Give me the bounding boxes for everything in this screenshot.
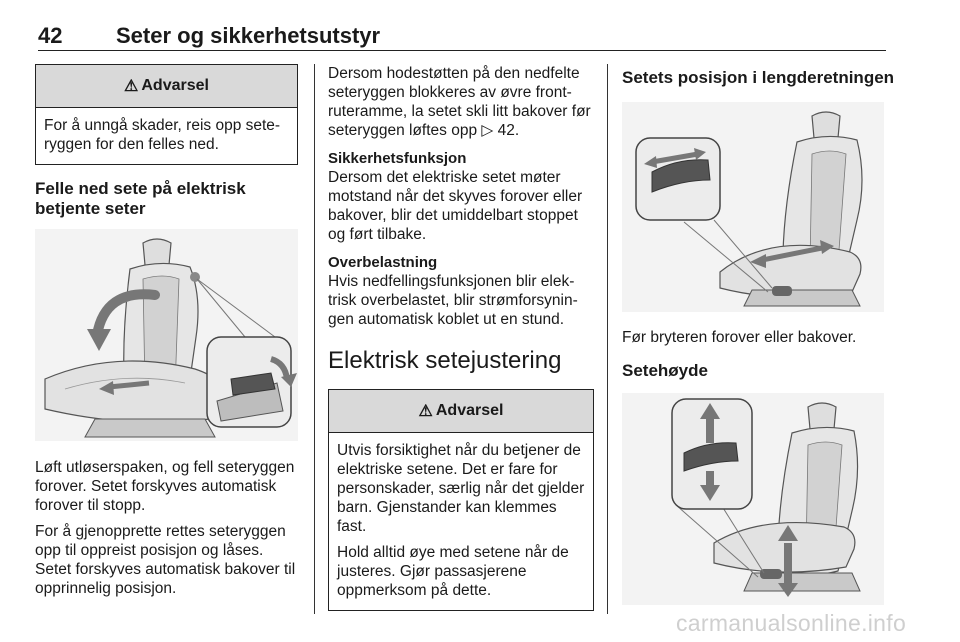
paragraph: For å gjenopprette rettes seteryggen opp til oppreist posisjon og låses. Setet forskyves automatisk bakover til opprinnelig posisjon.	[35, 523, 296, 597]
column-right	[622, 64, 895, 605]
paragraph: Løft utløserspaken, og fell seteryggen forover. Setet forskyves automatisk forover til stopp.	[35, 459, 295, 514]
page-ref-arrow-icon: ▷	[481, 122, 494, 139]
watermark: carmanualsonline.info	[676, 610, 907, 636]
warning-header	[329, 390, 593, 433]
warning-icon: ⚠	[418, 403, 433, 420]
warning-box	[328, 389, 594, 611]
heading-line: Felle ned sete på elektrisk	[35, 179, 246, 198]
heading-line: betjente seter	[35, 199, 146, 218]
column-left	[35, 64, 298, 598]
page-number: 42	[38, 23, 63, 48]
warning-body	[36, 108, 297, 164]
paragraph	[328, 64, 594, 140]
column-divider	[314, 64, 315, 614]
seat-fold-illustration	[35, 229, 298, 441]
warning-body	[329, 433, 593, 610]
warning-text: Utvis forsiktighet når du betjener de elektriske setene. Det er fare for personskader, særlig når det gjelder barn. Gjenstander kan klemmes fast.	[337, 442, 585, 535]
paragraph: Dersom det elektriske setet møter motstand når det skyves forover eller bakover, blir det umiddelbart stoppet og ført tilbake.	[328, 169, 583, 243]
subheading: Sikkerhetsfunksjon	[328, 150, 467, 167]
warning-icon: ⚠	[124, 78, 139, 95]
paragraph-text: Dersom hodestøtten på den nedfelte seteryggen blokkeres av øvre front-ruteramme, la setet skli litt bakover før seteryggen løftes opp	[328, 65, 591, 139]
column-middle	[328, 64, 594, 611]
seat-longitudinal-illustration	[622, 102, 884, 312]
warning-title: Advarsel	[435, 402, 504, 419]
warning-title: Advarsel	[141, 77, 209, 94]
warning-text: For å unngå skader, reis opp sete-ryggen for den felles ned.	[44, 117, 281, 153]
column-divider	[607, 64, 608, 614]
subheading: Overbelastning	[328, 254, 438, 271]
warning-text: Hold alltid øye med setene når de justeres. Gjør passasjerene oppmerksom på dette.	[337, 544, 569, 599]
section-heading: Setehøyde	[622, 361, 708, 380]
warning-header	[36, 65, 297, 108]
section-heading	[35, 179, 298, 219]
running-title: Seter og sikkerhetsutstyr	[116, 23, 381, 48]
page-ref[interactable]: 42.	[497, 122, 520, 139]
paragraph: Hvis nedfellingsfunksjonen blir elek-trisk overbelastet, blir strømforsynin-gen automatisk koblet ut en stund.	[328, 273, 578, 328]
warning-box	[35, 64, 298, 165]
section-heading: Elektrisk setejustering	[328, 347, 562, 374]
section-heading: Setets posisjon i lengderetningen	[622, 68, 895, 87]
seat-height-illustration	[622, 393, 884, 605]
caption: Før bryteren forover eller bakover.	[622, 329, 857, 346]
page-header	[38, 20, 886, 51]
